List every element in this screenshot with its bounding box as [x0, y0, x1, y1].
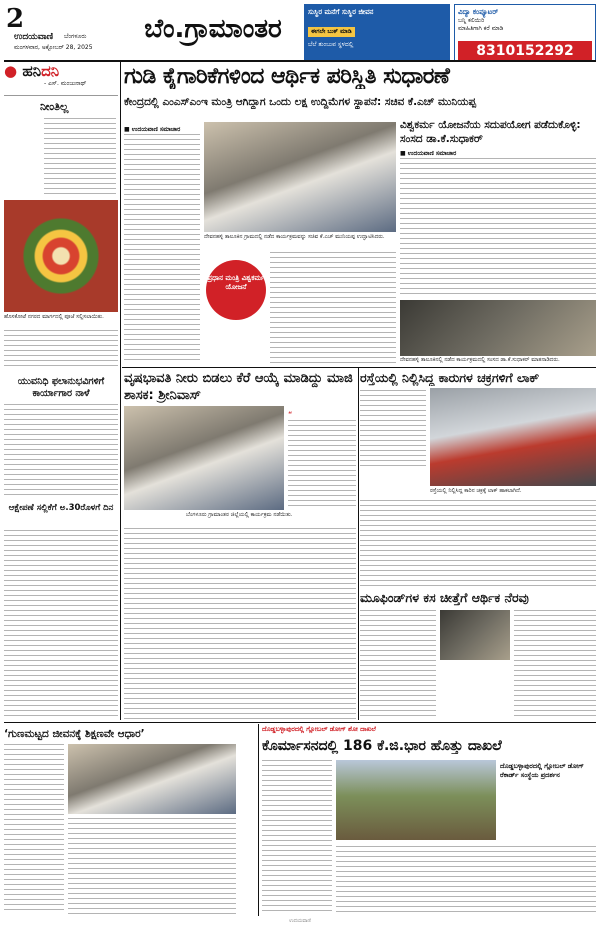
- yuvanidhi-headline: ಯುವನಿಧಿ ಫಲಾನುಭವಿಗಳಿಗೆ ಕಾರ್ಯಾಗಾರ ನಾಳೆ: [17, 376, 105, 399]
- column-divider: [120, 62, 121, 720]
- lead-headline: ಗುಡಿ ಕೈಗಾರಿಕೆಗಳಿಂದ ಆರ್ಥಿಕ ಪರಿಸ್ಥಿತಿ ಸುಧಾರಣೆ: [124, 64, 450, 89]
- objection-headline: ಆಕ್ಷೇಪಣೆ ಸಲ್ಲಿಕೆಗೆ ಅ.30ರೊಳಗೆ ದಿನ: [8, 503, 114, 513]
- vrishabhavathi-body: [124, 528, 356, 720]
- car-lock-caption: ರಸ್ತೆಯಲ್ಲಿ ನಿಲ್ಲಿಸಿದ್ದ ಕಾರಿನ ಚಕ್ರಕ್ಕೆ ಲಾಕ್ ಹಾಕಲಾಗಿದೆ.: [430, 488, 522, 494]
- honey-dani-logo: [4, 62, 118, 80]
- ad1-line: ಸುಸ್ಥಿರ ಮನೆಗೆ ಸುಸ್ಥಿರ ಜೀವನ: [308, 8, 374, 16]
- lead-photo-caption: ದೇವನಹಳ್ಳಿ ತಾಲೂಕಿನ ಗ್ರಾಮದಲ್ಲಿ ನಡೆದ ಕಾರ್ಯಕ್ರಮವನ್ನು ಸಚಿವ ಕೆ.ಎಚ್ ಮುನಿಯಪ್ಪ ಉದ್ಘಾಟಿಸಿದರು.: [204, 234, 385, 240]
- bottom-rule: [4, 722, 596, 723]
- lead-subhead: ಕೇಂದ್ರದಲ್ಲಿ ಎಂಎಸ್ಎಂಇ ಮಂತ್ರಿ ಆಗಿದ್ದಾಗ ಒಂದು ಲಕ್ಷ ಉದ್ದಿಮೆಗಳ ಸ್ಥಾಪನೆ: ಸಚಿವ ಕೆ.ಎಚ್ ಮುನಿಯಪ್ಪ: [124, 96, 476, 108]
- car-lock-body-1: [360, 390, 426, 470]
- record-kicker: ದೊಡ್ಡಬಳ್ಳಾಪುರದಲ್ಲಿ ಗ್ಲೋಬಲ್ ಡೋಗ್ ಶೋ ದಾಖಲೆ: [262, 725, 376, 733]
- advertisement-1[interactable]: [304, 4, 450, 62]
- right-story-headline: ವಿಶ್ವಕರ್ಮ ಯೋಜನೆಯ ಸದುಪಯೋಗ ಪಡೆದುಕೊಳ್ಳಿ: ಸಂಸದ ಡಾ.ಕೆ.ಸುಧಾಕರ್: [400, 119, 581, 145]
- lead-photo: [204, 122, 396, 232]
- right-story-caption: ದೇವನಹಳ್ಳಿ ತಾಲೂಕಿನಲ್ಲಿ ನಡೆದ ಕಾರ್ಯಕ್ರಮದಲ್ಲಿ ಸಂಸದ ಡಾ.ಕೆ.ಸುಧಾಕರ್ ಮಾತನಾಡಿದರು.: [400, 357, 560, 363]
- right-story-body: [400, 158, 596, 298]
- issue-date: ಮಂಗಳವಾರ, ಅಕ್ಟೋಬರ್ 28, 2025: [14, 44, 93, 51]
- temple-photo: [4, 200, 118, 312]
- education-headline: ‘ಗುಣಮಟ್ಟದ ಜೀವನಕ್ಕೆ ಶಿಕ್ಷಣವೇ ಆಧಾರ’: [4, 728, 145, 740]
- drop-icon: ●: [4, 62, 18, 80]
- ad1-line: ಬೆಲೆ ತುಂಬುವ ಸ್ಥಳದಲ್ಲಿ: [308, 41, 354, 48]
- aid-photo: [440, 610, 510, 660]
- right-story-dateline: ■ ಉದಯವಾಣಿ ಸಮಾಚಾರ: [400, 150, 457, 157]
- aid-body-1: [360, 610, 436, 720]
- education-body-2: [68, 818, 236, 914]
- column-divider-3: [258, 724, 259, 916]
- car-lock-body-2: [360, 500, 596, 586]
- ad2-line: ಬನ್ನಿ ಕಲಿಯಿರಿ: [458, 17, 485, 24]
- ad2-line: ಮಾಹಿತಿಗಾಗಿ ಕರೆ ಮಾಡಿ: [458, 25, 504, 32]
- ad2-line: ವಿದ್ಯಾ ಕಂಪ್ಯೂಟರ್: [458, 8, 499, 16]
- yuvanidhi-body: [4, 404, 118, 498]
- record-photo: [336, 760, 496, 840]
- vrishabhavathi-photo: [124, 406, 284, 510]
- aid-body-2: [514, 610, 596, 720]
- vrishabhavathi-quote: “: [288, 410, 293, 418]
- record-side-quote: ದೊಡ್ಡಬಳ್ಳಾಪುರದಲ್ಲಿ ಗ್ಲೋಬಲ್ ಡೋಗ್ ರೆಕಾರ್ಡ್ ಸಂಸ್ಥೆಯ ಪ್ರದರ್ಶನ: [500, 762, 584, 779]
- logo-part-1: ಹನಿ: [22, 62, 42, 80]
- vrishabhavathi-caption: ಬೆಂಗಳೂರು ಗ್ರಾಮಾಂತರ ಜಿಲ್ಲೆಯಲ್ಲಿ ಕಾರ್ಯಕ್ರಮ ನಡೆಯಿತು.: [186, 512, 293, 518]
- poem-text: [44, 118, 116, 198]
- column-divider-2: [358, 368, 359, 720]
- aid-headline: ಮೂಫಿಂಡ್‌ಗಳ ಕಸ ಚೀತ್ತೆಗೆ ಆರ್ಥಿಕ ನೆರವು: [360, 590, 529, 605]
- vrishabhavathi-quote-body: [288, 420, 356, 510]
- car-lock-headline: ರಸ್ತೆಯಲ್ಲಿ ನಿಲ್ಲಿಸಿದ್ದ ಕಾರುಗಳ ಚಕ್ರಗಳಿಗೆ ಲಾಕ್: [360, 370, 540, 385]
- lead-dateline: ■ ಉದಯವಾಣಿ ಸಮಾಚಾರ: [124, 126, 181, 133]
- ad1-line: ಈಗಲೇ ಬುಕ್ ಮಾಡಿ: [308, 27, 355, 37]
- section-masthead: ಬೆಂ.ಗ್ರಾಮಾಂತರ: [144, 14, 282, 44]
- education-body-1: [4, 744, 64, 914]
- right-story-photo: [400, 300, 596, 356]
- ad2-phone: 8310152292: [458, 41, 592, 61]
- car-lock-photo: [430, 388, 596, 486]
- page-number: 2: [6, 4, 25, 34]
- lead-body-col3: [270, 252, 396, 364]
- logo-part-2: ದನಿ: [41, 62, 60, 80]
- advertisement-2[interactable]: [454, 4, 596, 62]
- record-body-1: [262, 760, 332, 914]
- objection-body: [4, 530, 118, 720]
- honey-section-title: ನೀಂತಿಲ್ಲ: [40, 100, 69, 113]
- record-headline: ಕೊರ್ಮಾಸನದಲ್ಲಿ 186 ಕೆ.ಜಿ.ಭಾರ ಹೊತ್ತು ದಾಖಲೆ: [262, 738, 502, 754]
- education-photo: [68, 744, 236, 814]
- paper-city: ಬೆಂಗಳೂರು: [64, 33, 87, 40]
- record-body-2: [336, 846, 596, 914]
- vrishabhavathi-headline: ವೃಷಭಾವತಿ ನೀರು ಬಿಡಲು ಕೆರೆ ಆಯ್ಕೆ ಮಾಡಿದ್ದು ಮಾಜಿ ಶಾಸಕ: ಶ್ರೀನಿವಾಸ್: [124, 371, 353, 403]
- left-body-text: [4, 330, 118, 370]
- paper-name: ಉದಯವಾಣಿ: [14, 32, 54, 42]
- temple-photo-caption: ಹೊಸಕೋಟೆ ನಗರದ ಮಾರ್ಗದಲ್ಲಿ ಪೂಜೆ ಸಲ್ಲಿಸಲಾಯಿತು.: [4, 314, 104, 320]
- page-footer: ಉದಯವಾಣಿ: [289, 918, 311, 924]
- section-rule: [122, 367, 596, 368]
- column-author: - ಎಸ್. ಮಂಜುನಾಥ್: [44, 80, 87, 87]
- honey-dani-box: [4, 62, 118, 96]
- lead-quote-badge: ಪ್ರಧಾನ ಮಂತ್ರಿ ವಿಶ್ವಕರ್ಮ ಯೋಜನೆ: [206, 260, 266, 320]
- lead-body-col1: [124, 134, 200, 364]
